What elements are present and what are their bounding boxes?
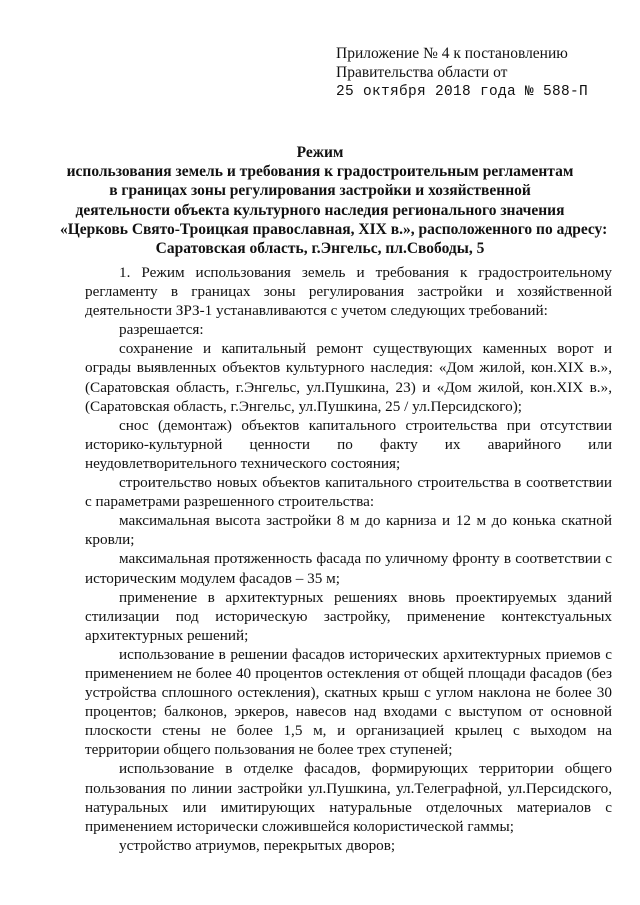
paragraph: 1. Режим использования земель и требования к градостроительному регламенту в границах зоны регулирования застройки и хозяйственной деятельности ЗРЗ-1 устанавливаются с учетом следующих требований: xyxy=(85,264,612,320)
paragraph: использование в отделке фасадов, формирующих территории общего пользования по линии застройки ул.Пушкина, ул.Телеграфной, ул.Персидского, натуральных или имитирующих натуральные отделочных материалов с применением исторически сложившейся колористической гаммы; xyxy=(85,760,612,835)
title-line-6: Саратовская область, г.Энгельс, пл.Свободы, 5 xyxy=(155,240,485,258)
paragraph: устройство атриумов, перекрытых дворов; xyxy=(119,836,396,854)
appendix-header xyxy=(336,44,626,102)
paragraph: разрешается: xyxy=(119,321,204,339)
paragraph: использование в решении фасадов исторических архитектурных приемов с применением не более 40 процентов остекления от общей площади фасадов (без устройства сплошного остекления), скатных крыш с углом наклона не более 30 процентов; балконов, эркеров, навесов над входами с выступом от основной плоскости стены не более 1,5 м, и организацией крылец с выходом на территории общего пользования не более трех ступеней; xyxy=(85,645,612,759)
title-line-4: деятельности объекта культурного наследия регионального значения xyxy=(75,201,565,219)
paragraph: строительство новых объектов капитального строительства в соответствии с параметрами разрешенного строительства: xyxy=(85,474,612,511)
title-line-1: Режим xyxy=(296,144,344,161)
paragraph: максимальная высота застройки 8 м до карниза и 12 м до конька скатной кровли; xyxy=(85,512,612,549)
paragraph: снос (демонтаж) объектов капитального строительства при отсутствии историко-культурной ценности по факту их аварийного или неудовлетворительного технического состояния; xyxy=(85,416,612,472)
paragraph: максимальная протяженность фасада по уличному фронту в соответствии с историческим модулем фасадов – 35 м; xyxy=(85,550,612,587)
title-line-3: в границах зоны регулирования застройки и хозяйственной xyxy=(109,182,531,200)
document-body xyxy=(85,263,612,855)
title-line-5: «Церковь Свято-Троицкая православная, XIX в.», расположенного по адресу: xyxy=(60,220,608,238)
appendix-line-2: Правительства области от xyxy=(336,64,508,81)
title-line-2: использования земель и требования к градостроительным регламентам xyxy=(66,163,574,181)
paragraph: применение в архитектурных решениях вновь проектируемых зданий стилизации под историческую застройку, применение контекстуальных архитектурных решений; xyxy=(85,588,612,644)
appendix-line-1: Приложение № 4 к постановлению xyxy=(336,45,568,62)
paragraph: сохранение и капитальный ремонт существующих каменных ворот и ограды выявленных объектов культурного наследия: «Дом жилой, кон.XIX в.», (Саратовская область, г.Энгельс, ул.Пушкина, 23) и «Дом жилой, кон.XIX в.», (Саратовская область, г.Энгельс, ул.Пушкина, 25 / ул.Персидского); xyxy=(85,340,612,415)
document-title xyxy=(60,143,608,258)
appendix-date-stamp: 25 октября 2018 года № 588-П xyxy=(336,84,589,100)
